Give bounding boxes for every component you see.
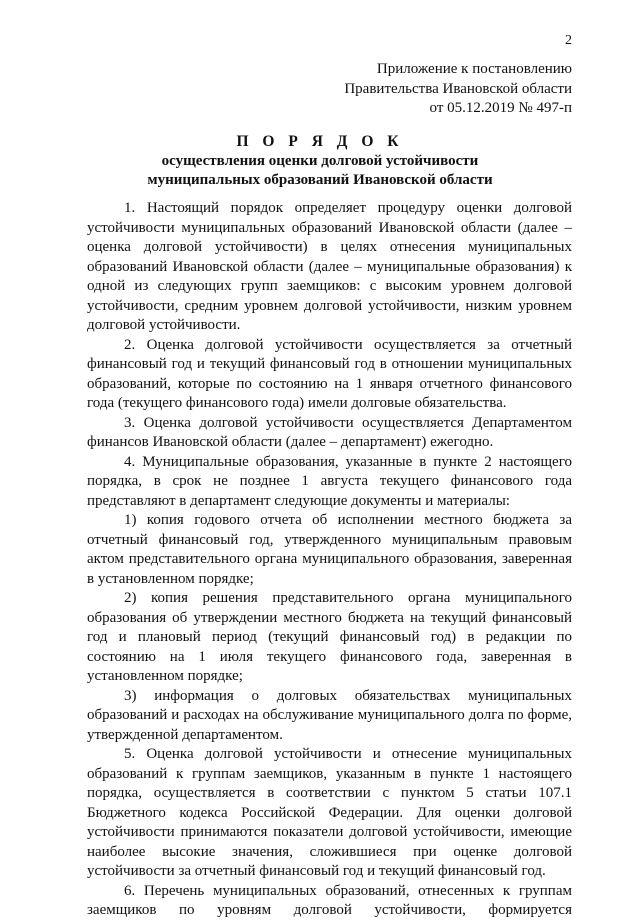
document-title-block	[0, 131, 640, 189]
paragraph: 1. Настоящий порядок определяет процедуру оценки долговой устойчивости муниципальных образований Ивановской области (далее – оценка долговой устойчивости) в целях отнесения муниципальных образований Ивановской области (далее – муниципальные образования) к одной из следующих групп заемщиков: с высоким уровнем долговой устойчивости, средним уровнем долговой устойчивости, низким уровнем долговой устойчивости.	[87, 200, 572, 333]
document-subtitle-line: муниципальных образований Ивановской области	[147, 171, 493, 188]
page-number: 2	[565, 33, 572, 48]
appendix-line: от 05.12.2019 № 497-п	[429, 100, 572, 116]
paragraph: 5. Оценка долговой устойчивости и отнесение муниципальных образований к группам заемщиков, указанным в пункте 1 настоящего порядка, осуществляется в соответствии с пунктом 5 статьи 107.1 Бюджетного кодекса Российской Федерации. Для оценки долговой устойчивости принимаются показатели долговой устойчивости, имеющие наиболее высокие значения, сложившиеся при оценке долговой устойчивости за отчетный финансовый год и текущий финансовый год.	[87, 746, 572, 879]
list-item: 1) копия годового отчета об исполнении местного бюджета за отчетный финансовый год, утвержденного муниципальным правовым актом представительного органа муниципального образования, заверенная в установленном порядке;	[87, 512, 572, 587]
paragraph: 4. Муниципальные образования, указанные в пункте 2 настоящего порядка, в срок не позднее 1 августа текущего финансового года представляют в департамент следующие документы и материалы:	[87, 453, 572, 509]
appendix-line: Приложение к постановлению	[376, 61, 572, 77]
document-title: П О Р Я Д О К	[236, 133, 404, 150]
document-body	[87, 199, 572, 921]
paragraph: 2. Оценка долговой устойчивости осуществляется за отчетный финансовый год и текущий финансовый год в отношении муниципальных образований, которые по состоянию на 1 января отчетного финансового года (текущего финансового года) имели долговые обязательства.	[87, 336, 572, 411]
document-subtitle-line: осуществления оценки долговой устойчивости	[161, 153, 479, 169]
appendix-reference	[344, 60, 572, 119]
list-item: 2) копия решения представительного органа муниципального образования об утверждении местного бюджета на текущий финансовый год и плановый период (текущий финансовый год) в редакции по состоянию на 1 июля текущего финансового года, заверенная в установленном порядке;	[87, 590, 572, 684]
paragraph: 6. Перечень муниципальных образований, отнесенных к группам заемщиков по уровням долговой устойчивости, формируется	[87, 882, 572, 918]
paragraph: 3. Оценка долговой устойчивости осуществляется Департаментом финансов Ивановской области (далее – департамент) ежегодно.	[87, 414, 572, 450]
appendix-line: Правительства Ивановской области	[344, 80, 572, 97]
list-item: 3) информация о долговых обязательствах муниципальных образований и расходах на обслуживание муниципального долга по форме, утвержденной департаментом.	[87, 687, 572, 743]
